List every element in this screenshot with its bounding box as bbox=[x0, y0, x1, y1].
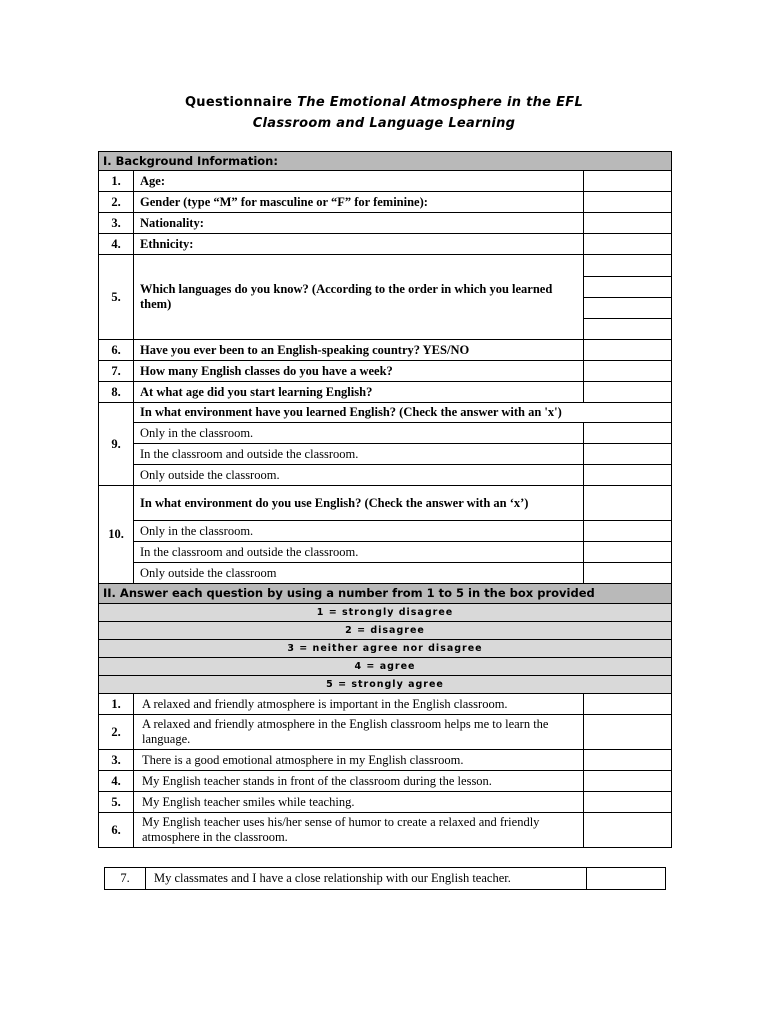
question-start-age: At what age did you start learning English? bbox=[134, 382, 584, 403]
table-row bbox=[99, 465, 672, 486]
answer-cell-english-country[interactable] bbox=[584, 340, 672, 361]
rating-cell[interactable] bbox=[584, 715, 672, 750]
question-nationality: Nationality: bbox=[134, 213, 584, 234]
question-languages: Which languages do you know? (According to the order in which you learned them) bbox=[134, 255, 584, 340]
title-line-2: Classroom and Language Learning bbox=[252, 116, 516, 131]
checkbox-cell[interactable] bbox=[584, 542, 672, 563]
title-line-1 bbox=[0, 95, 768, 110]
checkbox-cell[interactable] bbox=[584, 423, 672, 444]
question-classes-per-week: How many English classes do you have a week? bbox=[134, 361, 584, 382]
question-gender: Gender (type “M” for masculine or “F” for feminine): bbox=[134, 192, 584, 213]
table-row bbox=[99, 563, 672, 584]
row-number: 5. bbox=[99, 792, 134, 813]
table-row bbox=[99, 423, 672, 444]
table-row bbox=[99, 486, 672, 521]
checkbox-cell[interactable] bbox=[584, 465, 672, 486]
answer-cell-gender[interactable] bbox=[584, 192, 672, 213]
row-number: 2. bbox=[99, 192, 134, 213]
row-number: 3. bbox=[99, 213, 134, 234]
answer-cell-age[interactable] bbox=[584, 171, 672, 192]
table-row bbox=[99, 171, 672, 192]
answer-cell-languages bbox=[584, 255, 672, 340]
rating-cell[interactable] bbox=[584, 813, 672, 848]
row-number: 10. bbox=[99, 486, 134, 584]
table-row bbox=[99, 750, 672, 771]
table-row bbox=[99, 403, 672, 423]
table-row bbox=[99, 361, 672, 382]
question-learn-environment: In what environment have you learned English? (Check the answer with an 'x') bbox=[134, 403, 672, 423]
table-row bbox=[99, 192, 672, 213]
table-row bbox=[99, 234, 672, 255]
row-number: 4. bbox=[99, 234, 134, 255]
row-number: 1. bbox=[99, 171, 134, 192]
answer-cell-nationality[interactable] bbox=[584, 213, 672, 234]
row-number: 8. bbox=[99, 382, 134, 403]
row-number: 4. bbox=[99, 771, 134, 792]
option-label: In the classroom and outside the classroom. bbox=[134, 444, 584, 465]
rating-cell[interactable] bbox=[584, 792, 672, 813]
row-number: 3. bbox=[99, 750, 134, 771]
statement: My English teacher stands in front of the classroom during the lesson. bbox=[134, 771, 584, 792]
option-label: In the classroom and outside the classroom. bbox=[134, 542, 584, 563]
row-number: 6. bbox=[99, 340, 134, 361]
statement: A relaxed and friendly atmosphere is important in the English classroom. bbox=[134, 694, 584, 715]
answer-cell-blank bbox=[584, 486, 672, 521]
scale-label: 1 = strongly disagree bbox=[99, 604, 672, 622]
rating-cell[interactable] bbox=[584, 771, 672, 792]
option-label: Only outside the classroom. bbox=[134, 465, 584, 486]
language-answer-grid bbox=[584, 255, 671, 339]
language-answer-3[interactable] bbox=[584, 297, 671, 318]
statement: A relaxed and friendly atmosphere in the English classroom helps me to learn the language. bbox=[134, 715, 584, 750]
checkbox-cell[interactable] bbox=[584, 521, 672, 542]
question-ethnicity: Ethnicity: bbox=[134, 234, 584, 255]
answer-cell-classes-per-week[interactable] bbox=[584, 361, 672, 382]
item-7-table bbox=[104, 867, 666, 890]
checkbox-cell[interactable] bbox=[584, 563, 672, 584]
statement: There is a good emotional atmosphere in my English classroom. bbox=[134, 750, 584, 771]
table-row bbox=[99, 255, 672, 340]
table-row bbox=[99, 715, 672, 750]
section-1-header: I. Background Information: bbox=[99, 152, 672, 171]
option-label: Only in the classroom. bbox=[134, 423, 584, 444]
statement: My English teacher smiles while teaching. bbox=[134, 792, 584, 813]
row-number: 2. bbox=[99, 715, 134, 750]
scale-label: 5 = strongly agree bbox=[99, 676, 672, 694]
scale-label: 4 = agree bbox=[99, 658, 672, 676]
table-row bbox=[99, 382, 672, 403]
checkbox-cell[interactable] bbox=[584, 444, 672, 465]
rating-cell[interactable] bbox=[584, 694, 672, 715]
option-label: Only in the classroom. bbox=[134, 521, 584, 542]
table-row bbox=[99, 521, 672, 542]
question-age: Age: bbox=[134, 171, 584, 192]
table-row bbox=[99, 213, 672, 234]
title-prefix: Questionnaire bbox=[184, 95, 298, 110]
table-row bbox=[99, 444, 672, 465]
answer-cell-ethnicity[interactable] bbox=[584, 234, 672, 255]
table-row bbox=[99, 340, 672, 361]
statement: My English teacher uses his/her sense of humor to create a relaxed and friendly atmosphere in the classroom. bbox=[134, 813, 584, 848]
answer-cell-start-age[interactable] bbox=[584, 382, 672, 403]
option-label: Only outside the classroom bbox=[134, 563, 584, 584]
row-number: 7. bbox=[99, 361, 134, 382]
row-number: 6. bbox=[99, 813, 134, 848]
row-number: 5. bbox=[99, 255, 134, 340]
row-number: 9. bbox=[99, 403, 134, 486]
scale-label: 3 = neither agree nor disagree bbox=[99, 640, 672, 658]
scale-label: 2 = disagree bbox=[99, 622, 672, 640]
question-english-country: Have you ever been to an English-speaking country? YES/NO bbox=[134, 340, 584, 361]
row-number: 7. bbox=[105, 868, 146, 890]
language-answer-4[interactable] bbox=[584, 318, 671, 339]
statement: My classmates and I have a close relationship with our English teacher. bbox=[146, 868, 587, 890]
table-row bbox=[99, 813, 672, 848]
table-row bbox=[99, 694, 672, 715]
section-2-header: II. Answer each question by using a number from 1 to 5 in the box provided bbox=[99, 584, 672, 604]
rating-cell[interactable] bbox=[587, 868, 666, 890]
question-use-environment: In what environment do you use English? (Check the answer with an ‘x’) bbox=[134, 486, 584, 521]
table-row bbox=[99, 792, 672, 813]
table-row bbox=[105, 868, 666, 890]
title-italic: The Emotional Atmosphere in the EFL bbox=[297, 95, 584, 110]
rating-cell[interactable] bbox=[584, 750, 672, 771]
language-answer-2[interactable] bbox=[584, 276, 671, 297]
main-table bbox=[98, 151, 672, 848]
language-answer-1[interactable] bbox=[584, 255, 671, 276]
row-number: 1. bbox=[99, 694, 134, 715]
table-row bbox=[99, 771, 672, 792]
table-row bbox=[99, 542, 672, 563]
